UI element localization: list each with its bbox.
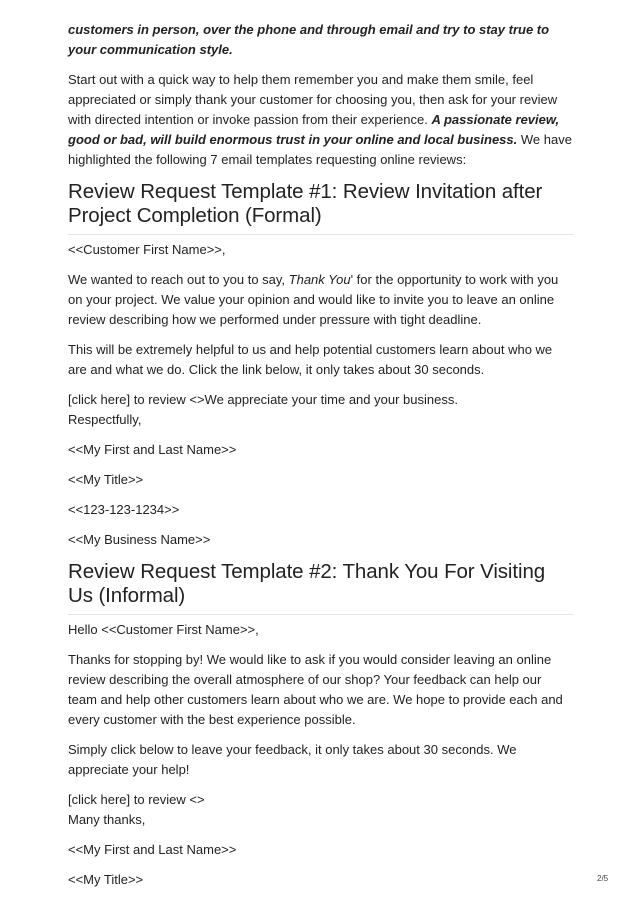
template1-business: <<My Business Name>>	[68, 532, 211, 547]
template1-paragraph-2: This will be extremely helpful to us and help potential customers learn about who we are and what we do. Click the link below, it only takes about 30 seconds.	[68, 342, 553, 377]
template1-phone: <<123-123-1234>>	[68, 502, 180, 517]
template2-paragraph-1: Thanks for stopping by! We would like to ask if you would consider leaving an online review describing the overall atmosphere of our shop? Your feedback can help our team and help other customers learn about who we are. We hope to provide each and every customer with the best experience possible.	[68, 652, 563, 727]
document-page	[68, 20, 573, 900]
template1-para1-italic: Thank You	[288, 272, 351, 287]
template1-divider	[68, 234, 573, 235]
template2-link-line: [click here] to review <>	[68, 792, 205, 807]
template2-greeting: Hello <<Customer First Name>>,	[68, 622, 259, 637]
intro-emphasis: A passionate review, good or bad, will build enormous trust in your online and local business.	[68, 112, 560, 147]
template2-paragraph-2: Simply click below to leave your feedback, it only takes about 30 seconds. We appreciate your help!	[68, 742, 517, 777]
intro-text-b: We have highlighted the following 7 email templates requesting online reviews:	[68, 132, 572, 167]
template1-heading: Review Request Template #1: Review Invitation after Project Completion (Formal)	[68, 180, 543, 227]
page-number: 2/5	[597, 874, 609, 883]
template2-title: <<My Title>>	[68, 872, 144, 887]
intro-bold-paragraph: customers in person, over the phone and through email and try to stay true to your communication style.	[68, 22, 550, 57]
template1-link-line: [click here] to review <>We appreciate your time and your business.	[68, 392, 458, 407]
template2-heading: Review Request Template #2: Thank You For Visiting Us (Informal)	[68, 560, 546, 607]
template1-greeting: <<Customer First Name>>,	[68, 242, 226, 257]
template2-divider	[68, 614, 573, 615]
template1-para1-text-b: ' for the opportunity to work with you on your project. We value your opinion and would like to invite you to leave an online review describing how we performed under pressure with tight deadline.	[68, 272, 559, 327]
template1-name: <<My First and Last Name>>	[68, 442, 237, 457]
intro-paragraph	[68, 70, 573, 170]
template1-title: <<My Title>>	[68, 472, 144, 487]
intro-text-a: Start out with a quick way to help them remember you and make them smile, feel appreciated or simply thank your customer for choosing you, then ask for your review with directed intention or invoke passion from their experience.	[68, 72, 558, 127]
template1-signoff: Respectfully,	[68, 412, 142, 427]
template1-para1-text-a: We wanted to reach out to you to say,	[68, 272, 289, 287]
template2-name: <<My First and Last Name>>	[68, 842, 237, 857]
template1-paragraph-1	[68, 270, 573, 330]
template2-signoff: Many thanks,	[68, 812, 146, 827]
